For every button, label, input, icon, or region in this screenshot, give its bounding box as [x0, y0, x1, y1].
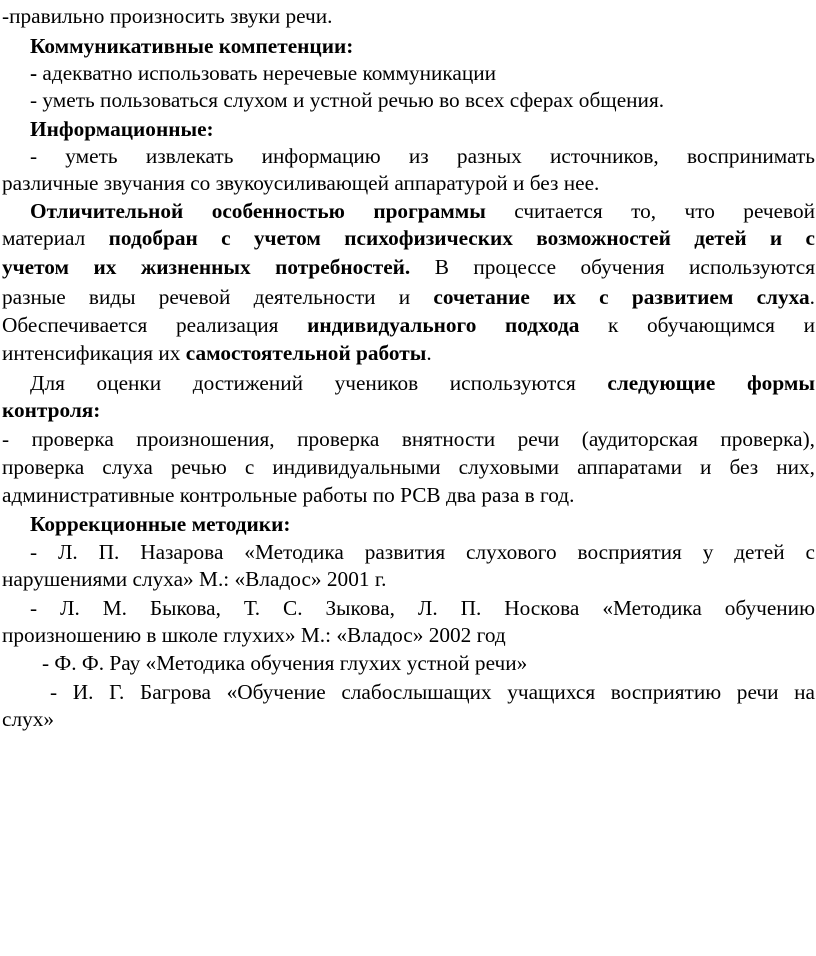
text-line: - уметь извлекать информацию из разных источников, воспринимать	[30, 144, 815, 168]
section-heading-information: Информационные:	[30, 117, 214, 141]
reference-item: - Ф. Ф. Рау «Методика обучения глухих устной речи»	[42, 651, 528, 675]
reference-item-cont: нарушениями слуха» М.: «Владос» 2001 г.	[2, 567, 387, 591]
paragraph-line: разные виды речевой деятельности и сочетание их с развитием слуха.	[2, 285, 815, 309]
paragraph-line: - проверка произношения, проверка внятности речи (аудиторская проверка),	[2, 427, 815, 451]
reference-item: - И. Г. Багрова «Обучение слабослышащих учащихся восприятию речи на	[50, 680, 815, 704]
text-line: -правильно произносить звуки речи.	[2, 4, 333, 28]
reference-item: - Л. М. Быкова, Т. С. Зыкова, Л. П. Носкова «Методика обучению	[30, 596, 815, 620]
section-heading-correctional: Коррекционные методики:	[30, 512, 291, 536]
paragraph-line: материал подобран с учетом психофизических возможностей детей и с	[2, 226, 815, 250]
paragraph-line: административные контрольные работы по РСВ два раза в год.	[2, 483, 575, 507]
paragraph-line: интенсификация их самостоятельной работы.	[2, 341, 432, 365]
paragraph-line: учетом их жизненных потребностей. В процессе обучения используются	[2, 255, 815, 279]
text-line: различные звучания со звукоусиливающей аппаратурой и без нее.	[2, 171, 600, 195]
section-heading-communicative: Коммуникативные компетенции:	[30, 34, 354, 58]
reference-item: - Л. П. Назарова «Методика развития слухового восприятия у детей с	[30, 540, 815, 564]
paragraph-line: Отличительной особенностью программы считается то, что речевой	[30, 199, 815, 223]
text-line: - уметь пользоваться слухом и устной речью во всех сферах общения.	[30, 88, 665, 112]
paragraph-line: Обеспечивается реализация индивидуального подхода к обучающимся и	[2, 313, 815, 337]
text-line: - адекватно использовать неречевые коммуникации	[30, 61, 497, 85]
reference-item-cont: произношению в школе глухих» М.: «Владос» 2002 год	[2, 623, 506, 647]
paragraph-line: контроля:	[2, 398, 101, 422]
paragraph-line: проверка слуха речью с индивидуальными слуховыми аппаратами и без них,	[2, 455, 815, 479]
paragraph-line: Для оценки достижений учеников используются следующие формы	[30, 371, 815, 395]
reference-item-cont: слух»	[2, 707, 55, 731]
